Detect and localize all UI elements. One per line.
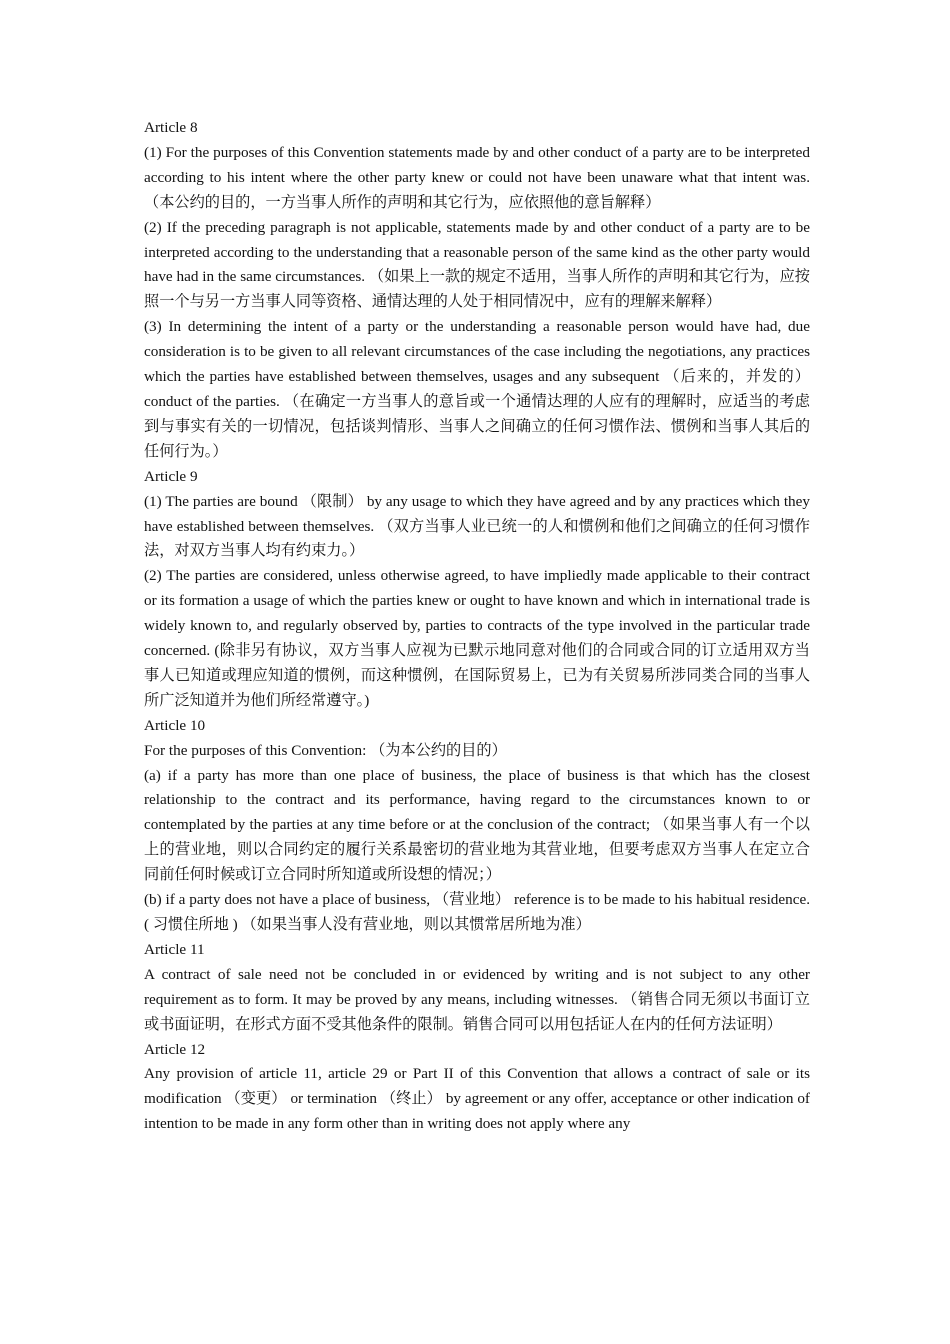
article-8-heading: Article 8 [144, 119, 198, 136]
article-8-paragraph-2: (2) If the preceding paragraph is not applicable, statements made by and other conduct of a party are to be interpreted according to the understanding that a reasonable person of the same kind as the other party would have had in the same circumstances. （如果上一款的规定不适用，当事人所作的声明和其它行为，应按照一个与另一方当事人同等资格、通情达理的人处于相同情况中，应有的理解来解释） [144, 218, 810, 311]
article-11-heading: Article 11 [144, 940, 205, 958]
article-9-paragraph-2: (2) The parties are considered, unless otherwise agreed, to have impliedly made applicable to their contract or its formation a usage of which the parties knew or ought to have known and which in international trade is widely known to, and regularly observed by, parties to contracts of the type involved in the particular trade concerned. (除非另有协议，双方当事人应视为已默示地同意对他们的合同或合同的订立适用双方当事人已知道或理应知道的惯例，而这种惯例，在国际贸易上，已为有关贸易所涉同类合同的当事人所广泛知道并为他们所经常遵守。) [144, 567, 810, 709]
article-11-paragraph: A contract of sale need not be concluded in or evidenced by writing and is not subject to any other requirement as to form. It may be proved by any means, including witnesses. （销售合同无须以书面订立或书面证明，在形式方面不受其他条件的限制。销售合同可以用包括证人在内的任何方法证明） [144, 965, 810, 1033]
article-9-heading: Article 9 [144, 467, 198, 485]
article-12-heading: Article 12 [144, 1040, 206, 1058]
article-10-intro: For the purposes of this Convention: （为本公约的目的） [144, 741, 507, 759]
document-page [144, 116, 810, 1137]
article-9-paragraph-1: (1) The parties are bound （限制） by any usage to which they have agreed and by any practices which they have established between themselves. （双方当事人业已统一的人和惯例和他们之间确立的任何习惯作法，对双方当事人均有约束力。） [144, 492, 810, 560]
article-8-paragraph-1: (1) For the purposes of this Convention statements made by and other conduct of a party are to be interpreted according to his intent where the other party knew or could not have been unaware what that intent was. （本公约的目的，一方当事人所作的声明和其它行为，应依照他的意旨解释） [144, 143, 810, 211]
article-10-item-b: (b) if a party does not have a place of business, （营业地） reference is to be made to his habitual residence. ( 习惯住所地 ) （如果当事人没有营业地，则以其惯常居所地为准） [144, 891, 810, 933]
article-8-paragraph-3: (3) In determining the intent of a party or the understanding a reasonable person would have had, due consideration is to be given to all relevant circumstances of the case including the negotiations, any practices which the parties have established between themselves, usages and any subsequent （后来的，并发的） conduct of the parties. （在确定一方当事人的意旨或一个通情达理的人应有的理解时，应适当的考虑到与事实有关的一切情况，包括谈判情形、当事人之间确立的任何习惯作法、惯例和当事人其后的任何行为。） [144, 318, 810, 460]
article-12-paragraph: Any provision of article 11, article 29 or Part II of this Convention that allows a contract of sale or its modification （变更） or termination （终止） by agreement or any offer, acceptance or other indication of intention to be made in any form other than in writing does not apply where any [144, 1065, 810, 1133]
article-10-item-a: (a) if a party has more than one place of business, the place of business is that which has the closest relationship to the contract and its performance, having regard to the circumstances known to or contemplated by the parties at any time before or at the conclusion of the contract; （如果当事人有一个以上的营业地，则以合同约定的履行关系最密切的营业地为其营业地，但要考虑双方当事人在定立合同前任何时候或订立合同时所知道或所设想的情况；） [144, 766, 810, 884]
article-10-heading: Article 10 [144, 716, 206, 734]
